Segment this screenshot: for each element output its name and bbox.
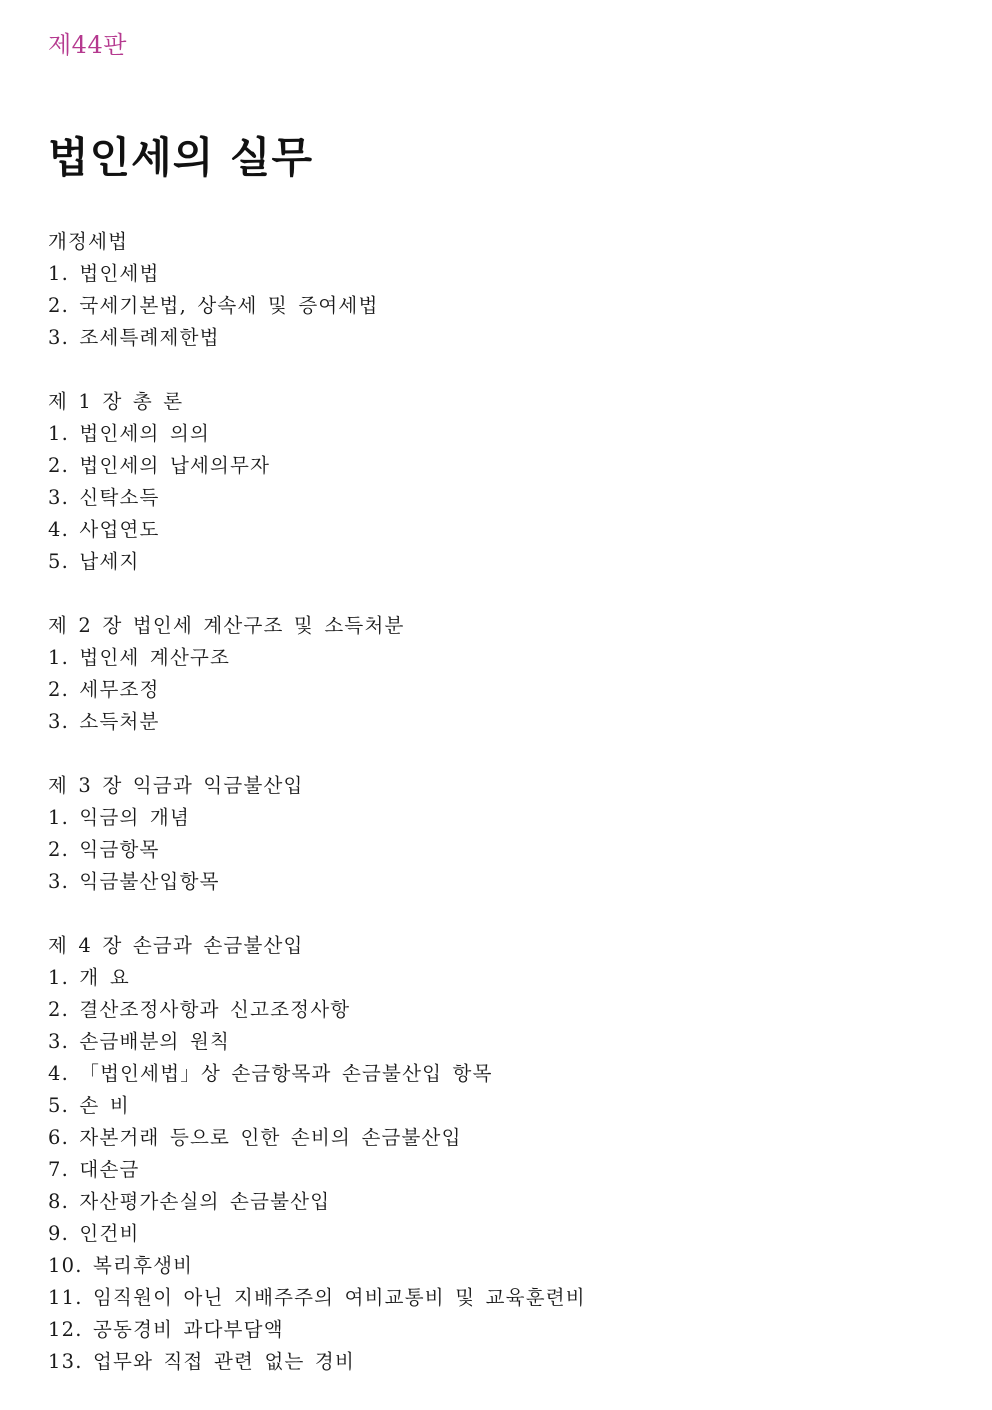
toc-item: 1. 개 요	[48, 966, 130, 989]
toc-item: 2. 익금항목	[48, 838, 160, 861]
chapter-heading: 제 2 장 법인세 계산구조 및 소득처분	[48, 614, 405, 637]
toc-section-chapter-4	[48, 930, 968, 1378]
toc-item: 3. 손금배분의 원칙	[48, 1030, 231, 1053]
toc-item: 4. 「법인세법」상 손금항목과 손금불산입 항목	[48, 1062, 493, 1085]
chapter-heading: 제 3 장 익금과 익금불산입	[48, 774, 304, 797]
toc-item: 8. 자산평가손실의 손금불산입	[48, 1190, 331, 1213]
toc-item: 4. 사업연도	[48, 518, 160, 541]
toc-item: 3. 조세특례제한법	[48, 326, 220, 349]
toc-item: 3. 신탁소득	[48, 486, 160, 509]
book-title: 법인세의 실무	[48, 133, 314, 182]
toc-item: 2. 법인세의 납세의무자	[48, 454, 271, 477]
toc-section-chapter-1	[48, 386, 968, 578]
table-of-contents	[48, 226, 968, 1410]
section-heading: 개정세법	[48, 230, 129, 253]
toc-section-chapter-3	[48, 770, 968, 898]
toc-item: 11. 임직원이 아닌 지배주주의 여비교통비 및 교육훈련비	[48, 1286, 586, 1309]
toc-item: 5. 손 비	[48, 1094, 130, 1117]
toc-item: 9. 인건비	[48, 1222, 140, 1245]
edition-label: 제44판	[48, 31, 127, 59]
toc-item: 1. 법인세 계산구조	[48, 646, 231, 669]
toc-item: 3. 익금불산입항목	[48, 870, 220, 893]
chapter-heading: 제 1 장 총 론	[48, 390, 184, 413]
toc-item: 1. 법인세법	[48, 262, 160, 285]
toc-item: 7. 대손금	[48, 1158, 140, 1181]
toc-item: 2. 결산조정사항과 신고조정사항	[48, 998, 351, 1021]
toc-section-revised-tax-law	[48, 226, 968, 354]
toc-item: 13. 업무와 직접 관련 없는 경비	[48, 1350, 356, 1373]
chapter-heading: 제 4 장 손금과 손금불산입	[48, 934, 304, 957]
toc-item: 2. 세무조정	[48, 678, 160, 701]
toc-item: 6. 자본거래 등으로 인한 손비의 손금불산입	[48, 1126, 462, 1149]
toc-item: 2. 국세기본법, 상속세 및 증여세법	[48, 294, 379, 317]
toc-item: 3. 소득처분	[48, 710, 160, 733]
toc-item: 12. 공동경비 과다부담액	[48, 1318, 284, 1341]
toc-item: 1. 법인세의 의의	[48, 422, 211, 445]
toc-section-chapter-2	[48, 610, 968, 738]
toc-item: 5. 납세지	[48, 550, 140, 573]
toc-item: 10. 복리후생비	[48, 1254, 194, 1277]
toc-item: 1. 익금의 개념	[48, 806, 190, 829]
